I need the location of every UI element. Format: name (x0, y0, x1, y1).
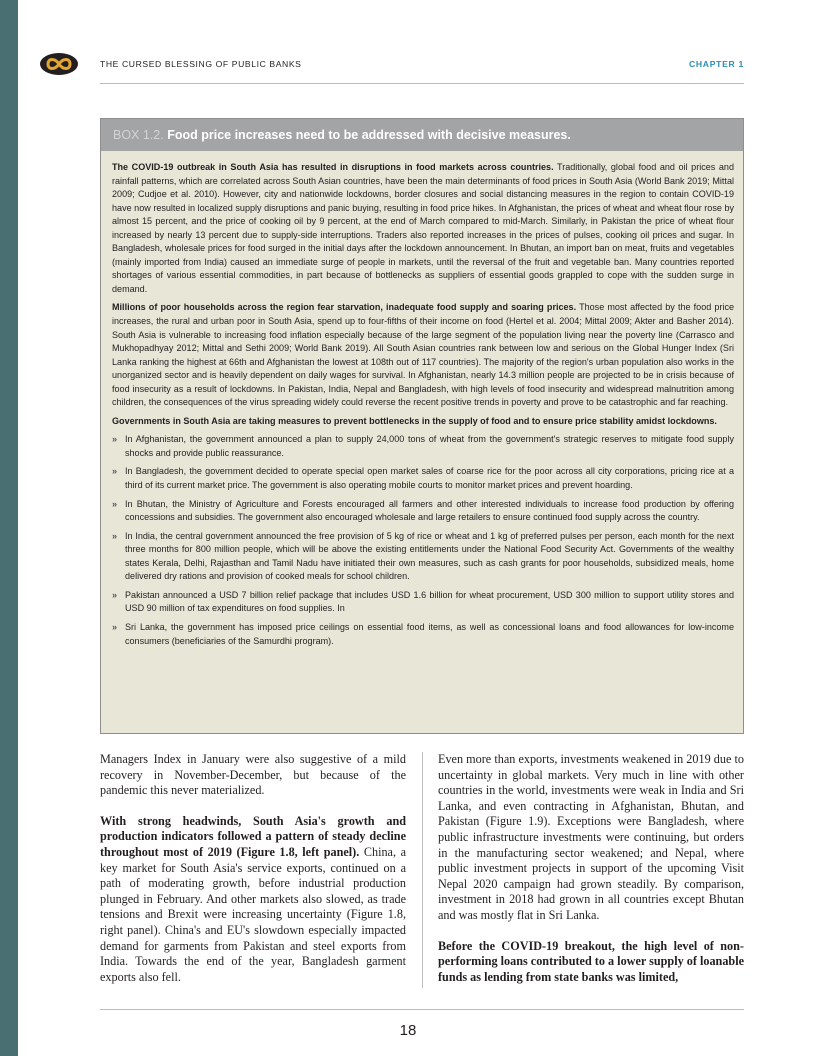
bullet-text: Sri Lanka, the government has imposed price ceilings on essential food items, as well as concessional loans and food allowances for low-income consumers (beneficiaries of the Samurdhi program). (125, 621, 734, 646)
box-paragraph-3 (112, 415, 734, 429)
bullet-india (112, 530, 734, 584)
running-title: THE CURSED BLESSING OF PUBLIC BANKS (100, 59, 302, 69)
bullet-mark: » (112, 434, 118, 445)
bullet-text: In Bangladesh, the government decided to operate special open market sales of coarse rice for the poor across all city corporations, pricing rice at a third of its current market price. The government is also operating mobile courts to monitor market prices and prevent hoarding. (125, 466, 734, 491)
right-paragraph-1: Even more than exports, investments weakened in 2019 due to uncertainty in global markets. Very much in line with other countries in the world, investments were weak in India and Sri Lanka, and even contracting in Afghanistan, Bhutan, and Pakistan (Figure 1.9). Exceptions were Bangladesh, where public infrastructure investments were continuing, but orders in the manufacturing sector weakened; and Nepal, where public investment projects in support of the upcoming Visit Nepal 2020 campaign had grown steadily. By comparison, investment in 2018 had grown in all countries except Bhutan and was mostly flat in Sri Lanka. (438, 752, 744, 922)
bullet-bhutan (112, 498, 734, 525)
side-band (0, 0, 18, 1056)
box-title-text: Food price increases need to be addressed with decisive measures. (167, 128, 571, 142)
bullet-mark: » (112, 498, 118, 509)
box-1-2 (100, 118, 744, 734)
box-paragraph-2 (112, 301, 734, 409)
right-p2-lead: Before the COVID-19 breakout, the high level of non-performing loans contributed to a lower supply of loanable funds as lending from state banks was limited, (438, 938, 744, 984)
bullet-pakistan (112, 589, 734, 616)
infinity-logo-icon (38, 51, 80, 77)
left-paragraph-2 (100, 814, 406, 986)
body-column-right (438, 752, 744, 1000)
box-label: BOX 1.2. (113, 128, 164, 142)
box-p2-text: Those most affected by the food price increases, the rural and urban poor in South Asia, spend up to four-fifths of their income on food (Hertel et al. 2004; Mittal 2009; Akter and Basher 2014). South Asia is vulnerable to increasing food inflation especially because of the large segment of the population living near the poverty line (Carrasco and Mukhopadhyay 2012; Mittal and Sethi 2009; World Bank 2019). All South Asian countries rank between low and serious on the Global Hunger Index (Sri Lanka ranking the highest at 66th and Afghanistan the lowest at 108th out of 117 countries). The majority of the region's urban population also works in the unorganized sector and is heavily dependent on daily wages for survival. In Afghanistan, nearly 14.3 million people are projected to be in crisis because of food insecurity as a result of lockdowns. In Pakistan, India, Nepal and Bangladesh, with high levels of food insecurity and widespread malnutrition among children, the consequences of the virus spreading widely could reverse the recent positive trends in poverty and prove to be catastrophic and far reaching. (112, 302, 734, 408)
left-p2-lead: With strong headwinds, South Asia's growth and production indicators followed a pattern of steady decline throughout most of 2019 (Figure 1.8, left panel). (100, 813, 406, 859)
page-number: 18 (399, 1022, 417, 1039)
bullet-text: In Bhutan, the Ministry of Agriculture and Forests encouraged all farmers and other interested individuals to increase food production by offering concessions and subsidies. The government also encouraged wholesale and large retailers to ensure continued food supply across the country. (125, 498, 734, 523)
box-header (101, 119, 743, 151)
body-column-left (100, 752, 406, 1000)
box-p1-text: Traditionally, global food and oil prices and rainfall patterns, which are correlated across South Asian countries, have been the main determinants of food prices in South Asia (World Bank 2019; Mittal 2009; Cudjoe et al. 2010). However, city and nationwide lockdowns, border closures and social distancing measures in the region to contain COVID-19 have now resulted in localized supply disruptions and panic buying, resulting in food price hikes. In Afghanistan, the prices of wheat and wheat flour rose by almost 15 percent, and the price of cooking oil by 9 percent, at the end of March compared to mid-March. Similarly, in Pakistan the price of wheat flour increased by nearly 13 percent due to supply-side interruptions. Traders also reported increases in the prices of pulses, cooking oil prices and sugar. In Bangladesh, wholesale prices for food surged in the initial days after the lockdown announcement. In Bhutan, an import ban on meat, fruits and vegetables (mainly imported from India) caused an immediate surge of people in markets, until the reversal of the fruit and vegetable ban. Many countries reported shortages of various essential commodities, in part because of bottlenecks as suppliers of essential goods grappled to cope with the sudden surge in demand. (112, 162, 734, 294)
box-bullet-list (112, 433, 734, 648)
column-divider (422, 752, 423, 988)
box-title (113, 128, 571, 142)
bullet-afghanistan (112, 433, 734, 460)
bullet-text: Pakistan announced a USD 7 billion relief package that includes USD 1.6 billion for wheat procurement, USD 300 million to support utility stores and USD 90 million of tax expenditures on food supplies. In (125, 589, 734, 614)
bullet-mark: » (112, 530, 118, 541)
bullet-text: In Afghanistan, the government announced a plan to supply 24,000 tons of wheat from the government's strategic reserves to mitigate food supply shocks and provide public reassurance. (125, 434, 734, 458)
right-paragraph-2 (438, 939, 744, 986)
bullet-mark: » (112, 466, 118, 477)
bullet-text: In India, the central government announced the free provision of 5 kg of rice or wheat and 1 kg of preferred pulses per person, each month for the next three months for 800 million people, which will be above the existing entitlements under the National Food Security Act. Governments of the wealthy states Kerala, Delhi, Rajasthan and Tamil Nadu have initiated their own measures, such as cash grants for poor households, subsidized meals, home delivered dry rations and provision of cooked meals for school children. (125, 530, 734, 582)
box-paragraph-1 (112, 161, 734, 296)
box-p2-lead: Millions of poor households across the region fear starvation, inadequate food supply and soaring prices. (112, 302, 577, 313)
header-divider (100, 83, 744, 84)
box-p1-lead: The COVID-19 outbreak in South Asia has resulted in disruptions in food markets across countries. (112, 162, 554, 172)
chapter-label: CHAPTER 1 (688, 59, 744, 69)
footer-divider (100, 1009, 744, 1010)
bullet-bangladesh (112, 465, 734, 492)
box-p3-lead: Governments in South Asia are taking measures to prevent bottlenecks in the supply of food and to ensure price stability amidst lockdowns. (112, 415, 717, 426)
bullet-mark: » (112, 621, 118, 632)
bullet-mark: » (112, 589, 118, 600)
left-p2-text: China, a key market for South Asia's service exports, continued on a path of moderating growth, before industrial production plunged in February. And other markets also slowed, as trade tensions and Brexit were increasing uncertainty (Figure 1.8, right panel). China's and EU's slowdown especially impacted demand for garments from Pakistan and steel exports from India. Towards the end of the year, Bangladesh garment exports also fell. (100, 844, 406, 984)
box-body (112, 161, 734, 653)
bullet-sri-lanka (112, 621, 734, 648)
left-paragraph-1: Managers Index in January were also suggestive of a mild recovery in November-December, but because of the pandemic this never materialized. (100, 752, 406, 798)
